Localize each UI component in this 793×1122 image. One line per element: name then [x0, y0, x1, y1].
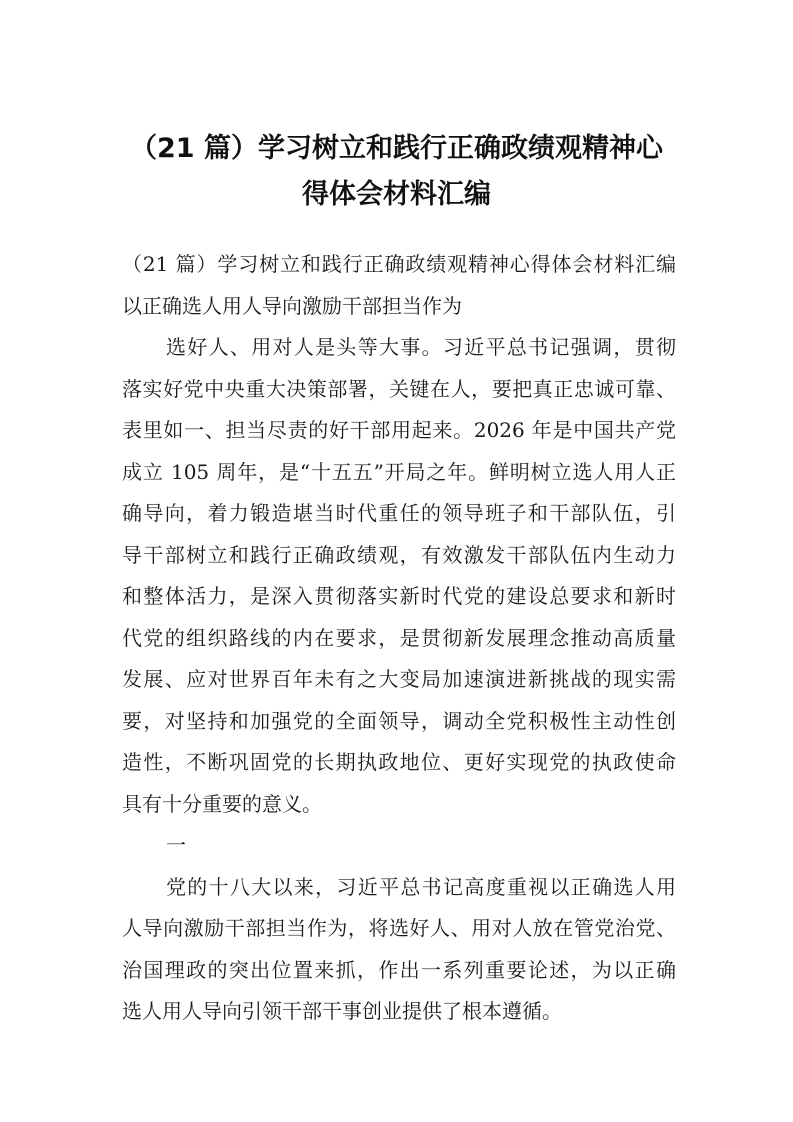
text-line: 确导向，着力锻造堪当时代重任的领导班子和干部队伍，引 [122, 501, 676, 525]
text-line: 党的十八大以来，习近平总书记高度重视以正确选人用 [166, 874, 676, 899]
document-body [122, 246, 676, 1035]
text-line: 落实好党中央重大决策部署，关键在人，要把真正忠诚可靠、 [122, 376, 676, 401]
text-line: 选好人、用对人是头等大事。习近平总书记强调，贯彻 [166, 335, 676, 359]
text-line: （21 篇）学习树立和践行正确政绩观精神心得体会材料汇编 [122, 252, 676, 276]
text-line: 治国理政的突出位置来抓，作出一系列重要论述，为以正确 [122, 957, 676, 982]
text-line: 人导向激励干部担当作为，将选好人、用对人放在管党治党、 [122, 916, 676, 940]
text-line: 一 [166, 833, 186, 857]
text-line: 选人用人导向引领干部干事创业提供了根本遵循。 [122, 999, 562, 1023]
document-title-line-1: （21 篇）学习树立和践行正确政绩观精神心 [130, 133, 663, 164]
text-line: 表里如一、担当尽责的好干部用起来。2026 年是中国共产党 [122, 418, 676, 442]
text-line: 和整体活力，是深入贯彻落实新时代党的建设总要求和新时 [122, 584, 676, 608]
text-line: 要，对坚持和加强党的全面领导，调动全党积极性主动性创 [122, 708, 676, 733]
document-title-line-2: 得体会材料汇编 [302, 179, 491, 210]
text-line: 导干部树立和践行正确政绩观，有效激发干部队伍内生动力 [122, 542, 676, 567]
text-line: 发展、应对世界百年未有之大变局加速演进新挑战的现实需 [122, 667, 676, 691]
text-line: 造性，不断巩固党的长期执政地位、更好实现党的执政使命 [122, 750, 676, 774]
text-line: 成立 105 周年，是“十五五”开局之年。鲜明树立选人用人正 [122, 459, 676, 484]
text-line: 代党的组织路线的内在要求，是贯彻新发展理念推动高质量 [122, 625, 676, 650]
text-line: 以正确选人用人导向激励干部担当作为 [122, 293, 462, 318]
text-line: 具有十分重要的意义。 [122, 791, 322, 816]
